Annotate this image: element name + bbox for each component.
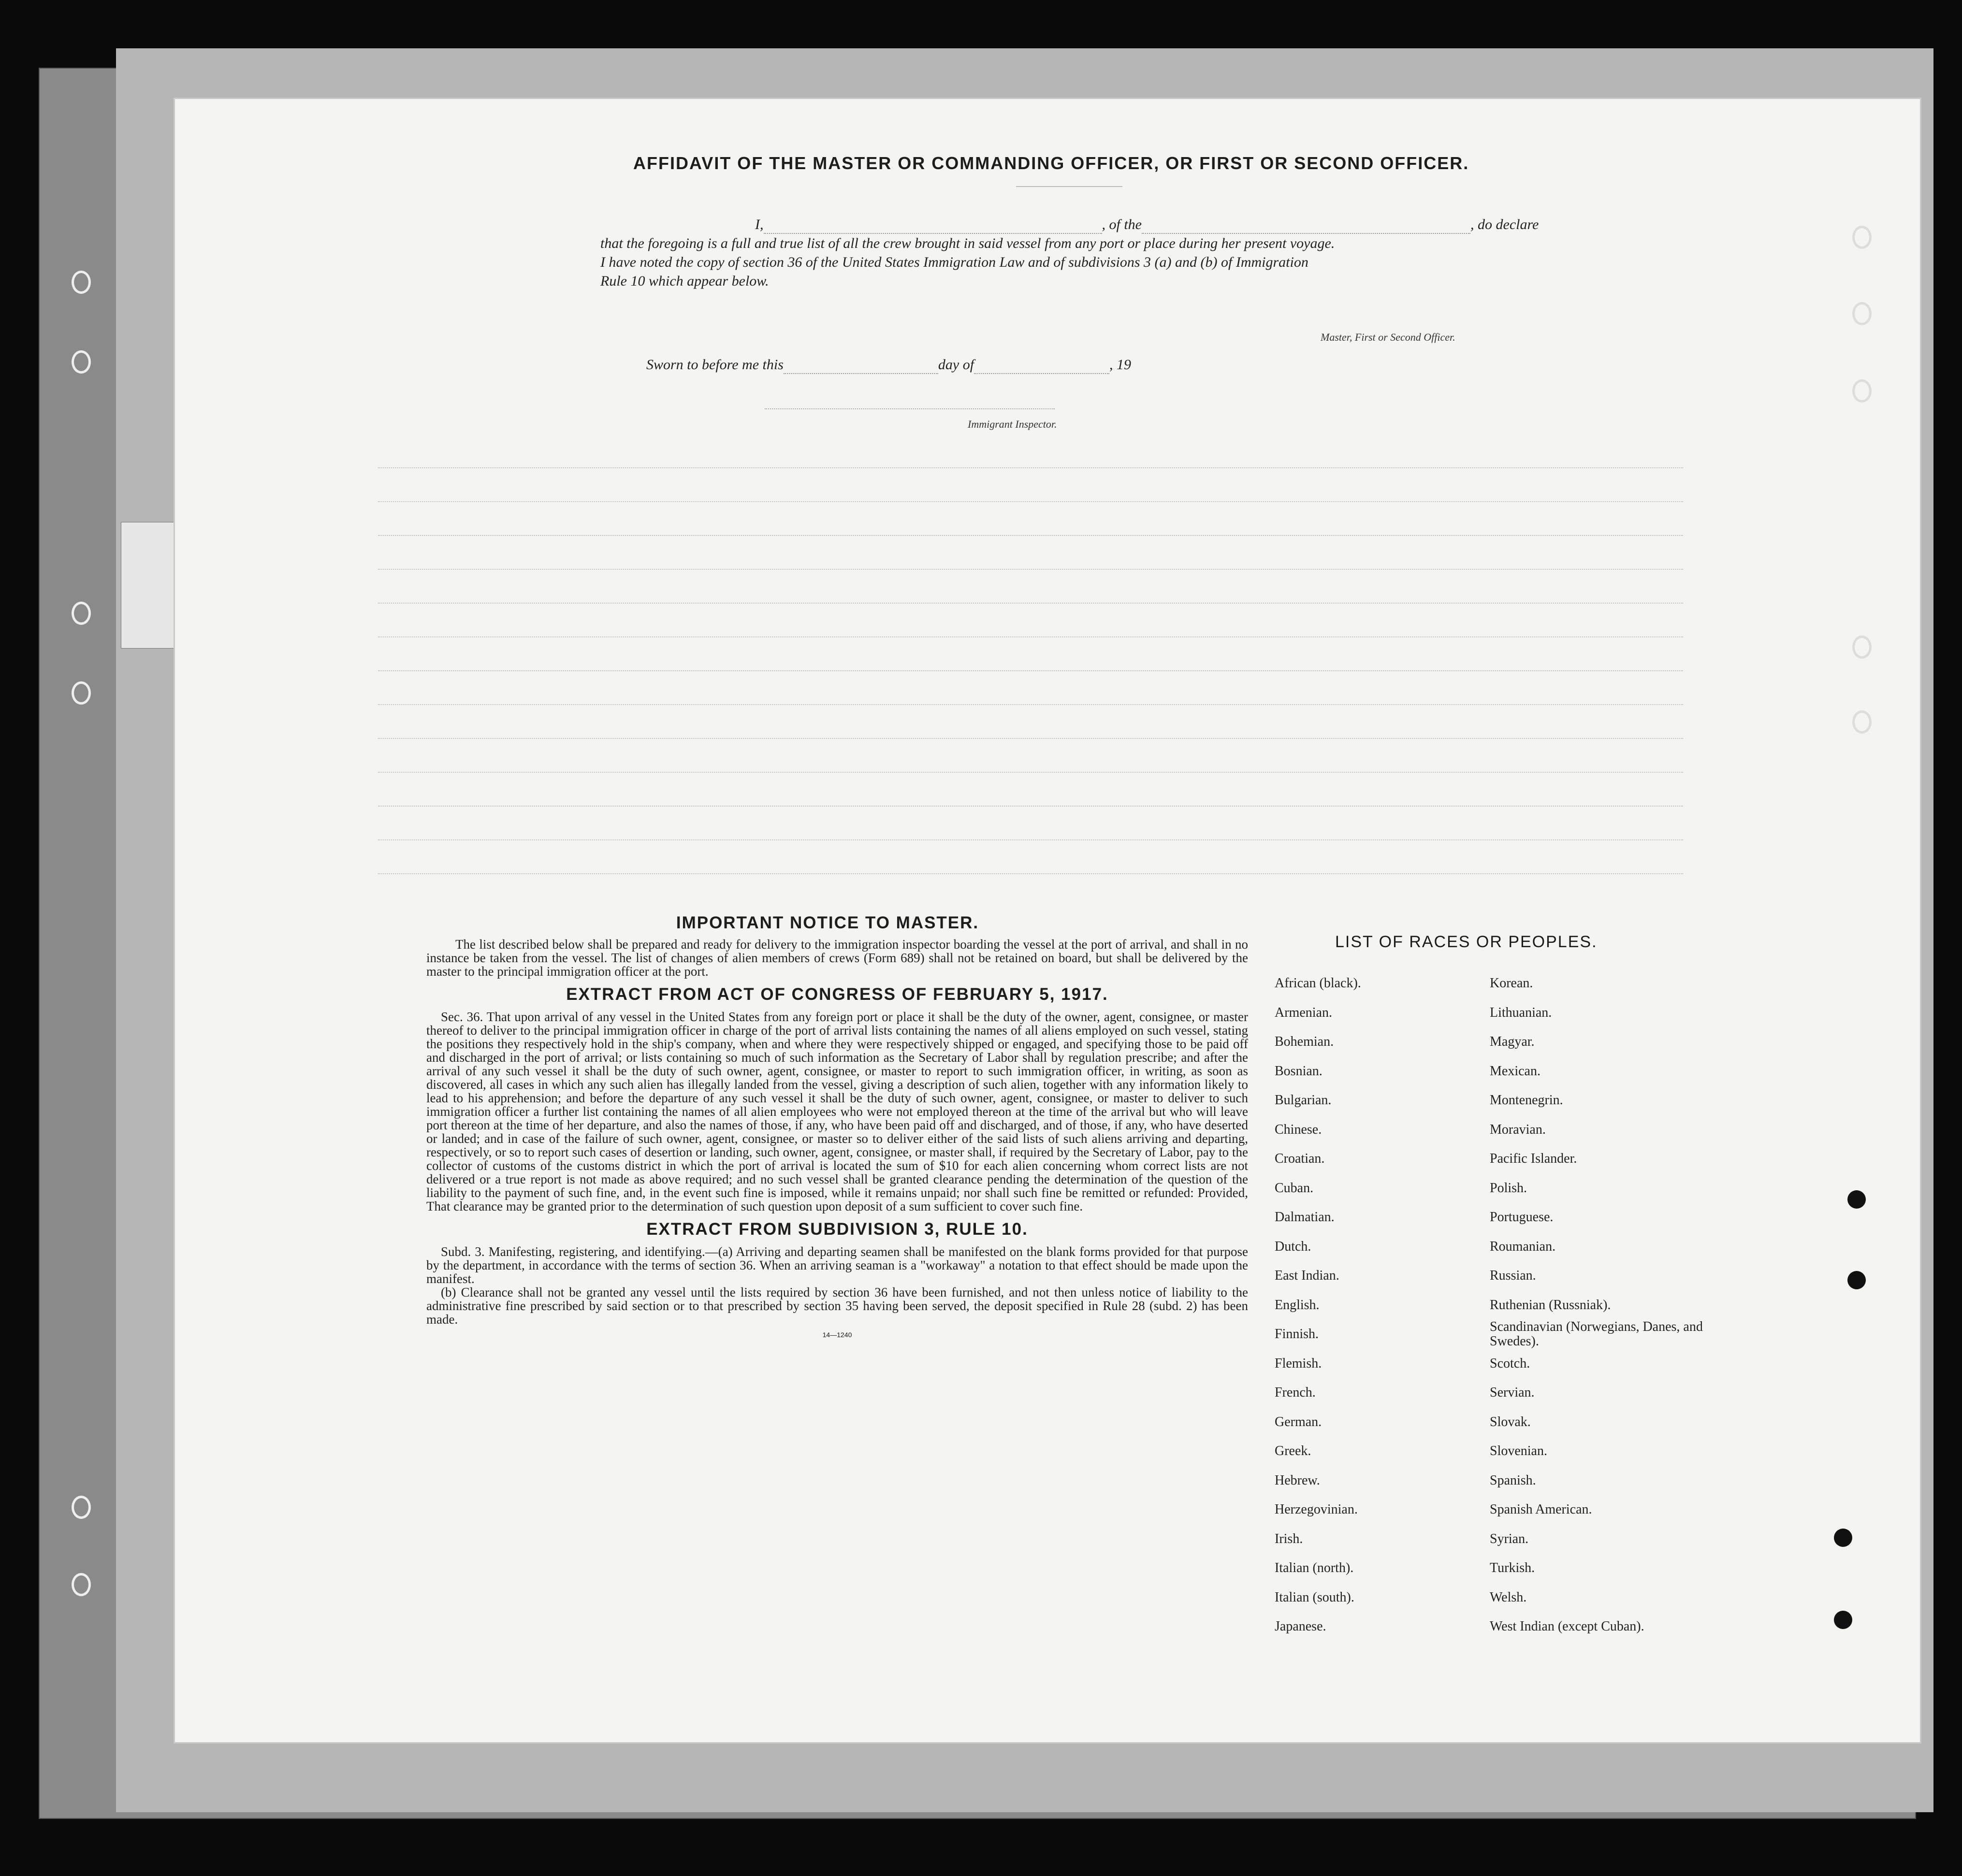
punch-hole	[1852, 635, 1872, 659]
faint-row	[378, 838, 1683, 840]
race-item: Italian (north).	[1275, 1560, 1354, 1575]
binder-hole	[72, 681, 91, 705]
declaration-of-the: , of the	[1102, 216, 1142, 232]
binder-hole	[72, 271, 91, 294]
affidavit-title: AFFIDAVIT OF THE MASTER OR COMMANDING OFFICER, OR FIRST OR SECOND OFFICER.	[633, 153, 1469, 173]
race-item: Syrian.	[1490, 1531, 1529, 1546]
notice-text: The list described below shall be prepared and ready for delivery to the immigration inspector boarding the vessel at the port of arrival, and shall in no instance be taken from the vessel. The list of changes of alien members of crews (Form 689) shall not be retained on board, but shall be delivered by the master to the principal immigration officer at the port.	[426, 937, 1248, 979]
faint-row	[378, 703, 1683, 705]
declaration-i: I,	[755, 216, 764, 232]
race-item: Pacific Islander.	[1490, 1151, 1577, 1166]
punch-dot	[1847, 1271, 1866, 1289]
title-rule	[1016, 186, 1122, 187]
race-item: Montenegrin.	[1490, 1093, 1563, 1108]
day-of-label: day of	[938, 357, 974, 373]
race-item: Hebrew.	[1275, 1472, 1320, 1488]
inspector-label: Immigrant Inspector.	[968, 418, 1057, 430]
race-item: Spanish American.	[1490, 1502, 1592, 1517]
race-item: Roumanian.	[1490, 1239, 1556, 1254]
race-item: English.	[1275, 1297, 1320, 1313]
punch-dot	[1834, 1611, 1852, 1629]
act-heading: EXTRACT FROM ACT OF CONGRESS OF FEBRUARY 5, 1917.	[566, 985, 1108, 1004]
faint-row	[378, 805, 1683, 807]
sworn-day-field[interactable]	[784, 373, 938, 374]
race-item: Bosnian.	[1275, 1063, 1323, 1079]
race-item: Lithuanian.	[1490, 1005, 1552, 1020]
race-item: Irish.	[1275, 1531, 1303, 1546]
master-signature-label: Master, First or Second Officer.	[1321, 331, 1455, 343]
race-item: Slovenian.	[1490, 1443, 1547, 1458]
race-item: Finnish.	[1275, 1327, 1319, 1342]
race-item: East Indian.	[1275, 1268, 1339, 1283]
punch-dot	[1834, 1529, 1852, 1547]
notice-column	[426, 913, 1248, 1339]
faint-row	[378, 669, 1683, 671]
faint-row	[378, 602, 1683, 604]
rule-text-a: Subd. 3. Manifesting, registering, and identifying.—(a) Arriving and departing seamen shall be manifested on the blank forms provided for that purpose by the department, in accordance with the terms of section 36. When an arriving seaman is a "workaway" a notation to that effect should be made upon the manifest.	[426, 1244, 1248, 1286]
race-item: Turkish.	[1490, 1560, 1535, 1575]
rule-text-b: (b) Clearance shall not be granted any vessel until the lists required by section 36 have been furnished, and not then unless notice of liability to the administrative fine prescribed by said section or to that prescribed by section 35 having been served, the deposit specified in Rule 28 (subd. 2) has been made.	[426, 1285, 1248, 1327]
race-item: Scotch.	[1490, 1356, 1530, 1371]
race-item: Servian.	[1490, 1385, 1535, 1400]
race-item: Chinese.	[1275, 1122, 1322, 1137]
race-item: Slovak.	[1490, 1414, 1531, 1429]
race-item: Flemish.	[1275, 1356, 1322, 1371]
faint-row	[378, 635, 1683, 637]
race-item: Portuguese.	[1490, 1210, 1554, 1225]
race-item: Cuban.	[1275, 1180, 1314, 1196]
notice-heading: IMPORTANT NOTICE TO MASTER.	[676, 913, 979, 932]
races-left-column	[1275, 969, 1478, 1642]
binder-hole	[72, 602, 91, 625]
declaration-do-declare: , do declare	[1470, 216, 1539, 232]
race-item: Ruthenian (Russniak).	[1490, 1297, 1611, 1313]
declaration-block	[600, 215, 1717, 290]
race-item: French.	[1275, 1385, 1316, 1400]
year-label: , 19	[1109, 357, 1132, 373]
race-item: Dalmatian.	[1275, 1210, 1335, 1225]
declaration-line-4: Rule 10 which appear below.	[600, 273, 769, 289]
punch-hole	[1852, 226, 1872, 249]
races-right-column	[1490, 969, 1722, 1642]
race-item: German.	[1275, 1414, 1322, 1429]
act-text: Sec. 36. That upon arrival of any vessel in the United States from any foreign port or place it shall be the duty of the owner, agent, consignee, or master thereof to deliver to the principal immigration officer in charge of the port of arrival lists containing the names of all aliens employed on such vessel, stating the positions they respectively hold in the ship's company, when and where they were respectively shipped or engaged, and specifying those to be paid off and discharged in the port of arrival; or lists containing so much of such information as the Secretary of Labor shall by regulation prescribe; and after the arrival of any such vessel it shall be the duty of such owner, agent, consignee, or master to report to such immigration officer, in writing, as soon as discovered, all cases in which any such alien has illegally landed from the vessel, giving a description of such alien, together with any information likely to lead to his apprehension; and before the departure of any such vessel it shall be the duty of such owner, agent, consignee, or master to deliver to such immigration officer a further list containing the names of all alien employees who were not employed thereon at the time of the arrival but who will leave port thereon at the time of her departure, and also the names of those, if any, who have been paid off and discharged, and of those, if any, who have deserted or landed; and in case of the failure of such owner, agent, consignee, or master so to deliver either of the said lists of such aliens arriving and departing, respectively, or so to report such cases of desertion or landing, such owner, agent, consignee, or master shall, if required by the Secretary of Labor, pay to the collector of customs of the customs district in which the port of arrival is located the sum of $10 for each alien concerning whom correct lists are not delivered or a true report is not made as above required; and no such vessel shall be granted clearance pending the determination of the question of the liability to the payment of such fine, and, in the event such fine is imposed, while it remains unpaid; nor shall such fine be remitted or refunded: Provided, That clearance may be granted prior to the determination of such question upon deposit of a sum sufficient to cover such fine.	[426, 1010, 1248, 1213]
declaration-line-3: I have noted the copy of section 36 of the United States Immigration Law and of subdivisions 3 (a) and (b) of Immigration	[600, 254, 1308, 270]
punch-dot	[1847, 1190, 1866, 1209]
faint-row	[378, 771, 1683, 773]
declaration-line-2: that the foregoing is a full and true list of all the crew brought in said vessel from any port or place during her present voyage.	[600, 235, 1335, 251]
race-item: Magyar.	[1490, 1034, 1535, 1049]
race-item: Bohemian.	[1275, 1034, 1334, 1049]
faint-row	[378, 534, 1683, 536]
race-item: Bulgarian.	[1275, 1093, 1332, 1108]
faint-row	[378, 872, 1683, 874]
faint-row	[378, 737, 1683, 739]
punch-hole	[1852, 710, 1872, 734]
race-item: Armenian.	[1275, 1005, 1332, 1020]
race-item: West Indian (except Cuban).	[1490, 1619, 1644, 1634]
faint-row	[378, 500, 1683, 502]
form-number: 14—1240	[822, 1331, 852, 1339]
race-item: Croatian.	[1275, 1151, 1325, 1166]
manifest-page	[175, 99, 1920, 1742]
race-item: Russian.	[1490, 1268, 1536, 1283]
punch-hole	[1852, 302, 1872, 325]
race-item: Korean.	[1490, 976, 1533, 991]
race-item: Dutch.	[1275, 1239, 1311, 1254]
binder-hole	[72, 1496, 91, 1519]
binder-hole	[72, 1573, 91, 1596]
faint-row	[378, 466, 1683, 468]
race-item: Herzegovinian.	[1275, 1502, 1358, 1517]
rule-heading: EXTRACT FROM SUBDIVISION 3, RULE 10.	[646, 1220, 1028, 1239]
inspector-signature-line	[765, 408, 1055, 409]
race-item: Italian (south).	[1275, 1589, 1354, 1605]
race-item: Welsh.	[1490, 1589, 1527, 1605]
race-item: Polish.	[1490, 1180, 1527, 1196]
race-item: Mexican.	[1490, 1063, 1541, 1079]
race-item: Scandinavian (Norwegians, Danes, and Swedes).	[1490, 1319, 1703, 1349]
races-heading: LIST OF RACES OR PEOPLES.	[1335, 933, 1598, 951]
sworn-month-field[interactable]	[974, 373, 1109, 374]
punch-hole	[1852, 379, 1872, 403]
race-item: African (black).	[1275, 976, 1361, 991]
faint-row	[378, 568, 1683, 570]
race-item: Spanish.	[1490, 1472, 1536, 1488]
race-item: Moravian.	[1490, 1122, 1546, 1137]
race-item: Greek.	[1275, 1443, 1311, 1458]
sworn-line	[646, 355, 1131, 374]
sworn-label: Sworn to before me this	[646, 357, 784, 373]
race-item: Japanese.	[1275, 1619, 1326, 1634]
binder-hole	[72, 350, 91, 374]
